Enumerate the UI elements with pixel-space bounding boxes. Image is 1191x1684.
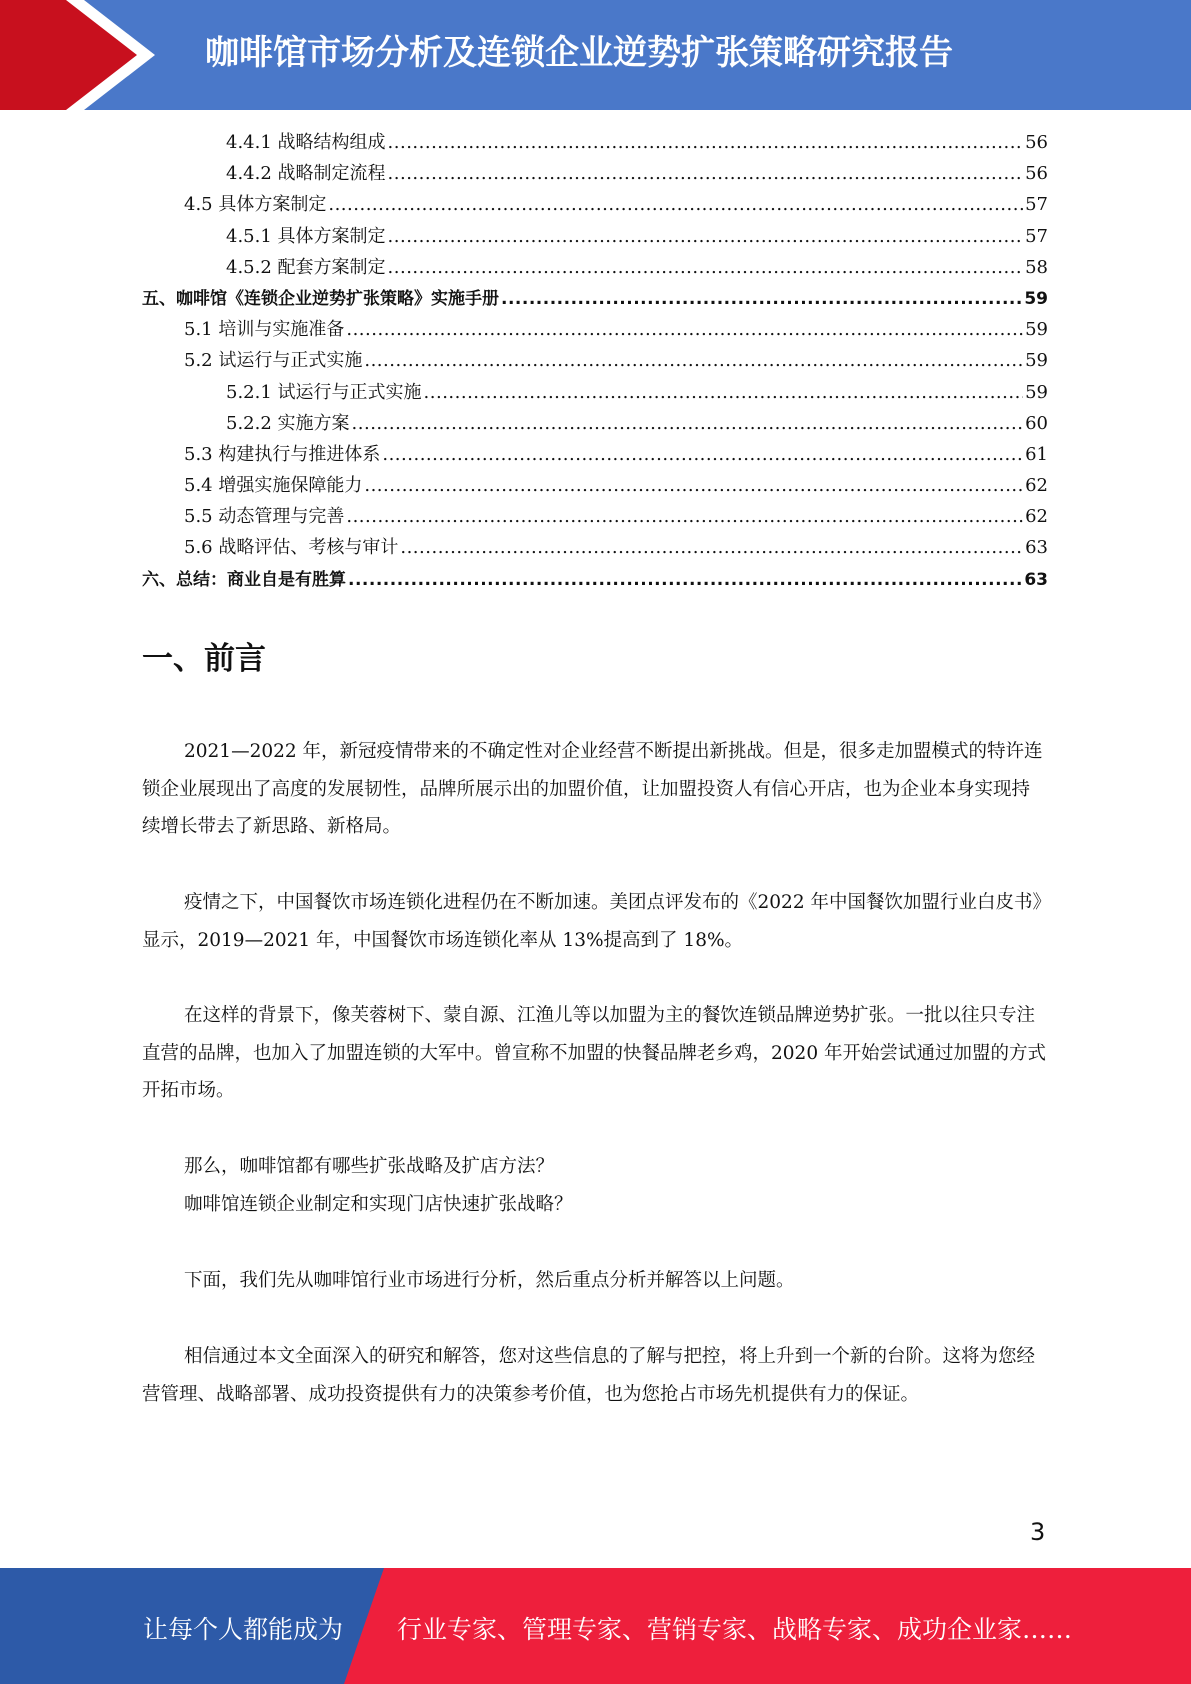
toc-leader-dots xyxy=(424,382,1024,403)
toc-entry[interactable] xyxy=(142,159,1048,190)
body-paragraph: 下面，我们先从咖啡馆行业市场进行分析，然后重点分析并解答以上问题。 xyxy=(184,1270,795,1291)
toc-entry[interactable] xyxy=(142,128,1048,159)
toc-leader-dots xyxy=(352,413,1024,434)
body-paragraph: 2021—2022 年，新冠疫情带来的不确定性对企业经营不断提出新挑战。但是，很多走加盟模式的特许连锁企业展现出了高度的发展韧性，品牌所展示出的加盟价值，让加盟投资人有信心开店，也为企业本身实现持续增长带去了新思路、新格局。 xyxy=(142,741,1043,838)
toc-entry[interactable] xyxy=(142,190,1048,221)
toc-entry-title: 4.5 具体方案制定 xyxy=(184,194,327,216)
toc-leader-dots xyxy=(388,226,1024,247)
toc-entry-page: 59 xyxy=(1025,381,1048,403)
toc-entry-title: 5.2 试运行与正式实施 xyxy=(184,350,363,372)
toc-entry-page: 61 xyxy=(1025,443,1048,465)
toc-chapter-entry[interactable] xyxy=(142,565,1048,596)
toc-entry-page: 59 xyxy=(1024,288,1048,309)
toc-entry-page: 60 xyxy=(1025,412,1048,434)
body-paragraph: 在这样的背景下，像芙蓉树下、蒙自源、江渔儿等以加盟为主的餐饮连锁品牌逆势扩张。一批以往只专注直营的品牌，也加入了加盟连锁的大军中。曾宣称不加盟的快餐品牌老乡鸡，2020 年开始尝试通过加盟的方式开拓市场。 xyxy=(142,1005,1046,1102)
page-number: 3 xyxy=(1030,1518,1046,1546)
header-banner xyxy=(0,0,1191,110)
toc-entry-title: 五、咖啡馆《连锁企业逆势扩张策略》实施手册 xyxy=(142,288,499,309)
toc-entry-title: 5.2.1 试运行与正式实施 xyxy=(226,381,422,403)
toc-entry[interactable] xyxy=(142,346,1048,377)
toc-entry-page: 57 xyxy=(1025,194,1048,216)
toc-leader-dots xyxy=(400,537,1023,558)
toc-entry-page: 57 xyxy=(1025,225,1048,247)
toc-leader-dots xyxy=(388,257,1024,278)
toc-entry[interactable] xyxy=(142,440,1048,471)
toc-entry[interactable] xyxy=(142,378,1048,409)
toc-entry-title: 5.1 培训与实施准备 xyxy=(184,319,345,341)
section-heading: 一、前言 xyxy=(142,641,266,677)
toc-entry-page: 56 xyxy=(1025,132,1048,153)
toc-entry-title: 4.5.1 具体方案制定 xyxy=(226,225,386,247)
document-title: 咖啡馆市场分析及连锁企业逆势扩张策略研究报告 xyxy=(205,33,953,73)
toc-entry[interactable] xyxy=(142,222,1048,253)
toc-entry-title: 5.6 战略评估、考核与审计 xyxy=(184,537,399,559)
toc-entry-title: 六、总结：商业自是有胜算 xyxy=(142,569,346,590)
toc-entry[interactable] xyxy=(142,409,1048,440)
toc-leader-dots xyxy=(364,475,1023,496)
toc-entry-title: 5.2.2 实施方案 xyxy=(226,412,350,434)
toc-entry-title: 5.3 构建执行与推进体系 xyxy=(184,443,381,465)
table-of-contents xyxy=(142,128,1048,596)
toc-entry-page: 63 xyxy=(1025,537,1048,559)
toc-leader-dots xyxy=(501,289,1022,309)
toc-entry[interactable] xyxy=(142,253,1048,284)
toc-leader-dots xyxy=(346,319,1023,340)
toc-leader-dots xyxy=(346,506,1023,527)
toc-entry[interactable] xyxy=(142,471,1048,502)
toc-entry-title: 5.4 增强实施保障能力 xyxy=(184,475,363,497)
toc-entry[interactable] xyxy=(142,315,1048,346)
toc-entry-page: 63 xyxy=(1024,569,1048,590)
toc-leader-dots xyxy=(328,194,1023,215)
toc-entry-page: 59 xyxy=(1025,350,1048,372)
question-line: 咖啡馆连锁企业制定和实现门店快速扩张战略？ xyxy=(184,1194,573,1215)
body-paragraph: 疫情之下，中国餐饮市场连锁化进程仍在不断加速。美团点评发布的《2022 年中国餐饮加盟行业白皮书》显示，2019—2021 年，中国餐饮市场连锁化率从 13%提高到了 18%。 xyxy=(142,892,1042,951)
toc-entry-page: 58 xyxy=(1025,256,1048,278)
footer-banner xyxy=(0,1568,1191,1684)
toc-leader-dots xyxy=(348,570,1022,590)
toc-leader-dots xyxy=(382,444,1023,465)
toc-entry-page: 62 xyxy=(1025,506,1048,528)
body-paragraph: 相信通过本文全面深入的研究和解答，您对这些信息的了解与把控，将上升到一个新的台阶。这将为您经营管理、战略部署、成功投资提供有力的决策参考价值，也为您抢占市场先机提供有力的保证。 xyxy=(142,1346,1036,1405)
toc-entry-page: 56 xyxy=(1025,163,1048,185)
toc-entry[interactable] xyxy=(142,533,1048,564)
toc-entry-title: 5.5 动态管理与完善 xyxy=(184,506,345,528)
question-line: 那么，咖啡馆都有哪些扩张战略及扩店方法？ xyxy=(184,1156,555,1177)
footer-slogan-left: 让每个人都能成为 xyxy=(143,1615,344,1644)
toc-leader-dots xyxy=(388,163,1024,184)
footer-slogan-right: 行业专家、管理专家、营销专家、战略专家、成功企业家…… xyxy=(397,1615,1073,1644)
toc-chapter-entry[interactable] xyxy=(142,284,1048,315)
toc-leader-dots xyxy=(364,350,1023,371)
toc-entry-page: 59 xyxy=(1025,319,1048,341)
toc-entry-title: 4.4.1 战略结构组成 xyxy=(226,132,386,153)
toc-entry-title: 4.5.2 配套方案制定 xyxy=(226,256,386,278)
toc-entry-page: 62 xyxy=(1025,475,1048,497)
toc-entry-title: 4.4.2 战略制定流程 xyxy=(226,163,386,185)
toc-entry[interactable] xyxy=(142,502,1048,533)
toc-leader-dots xyxy=(388,132,1024,153)
